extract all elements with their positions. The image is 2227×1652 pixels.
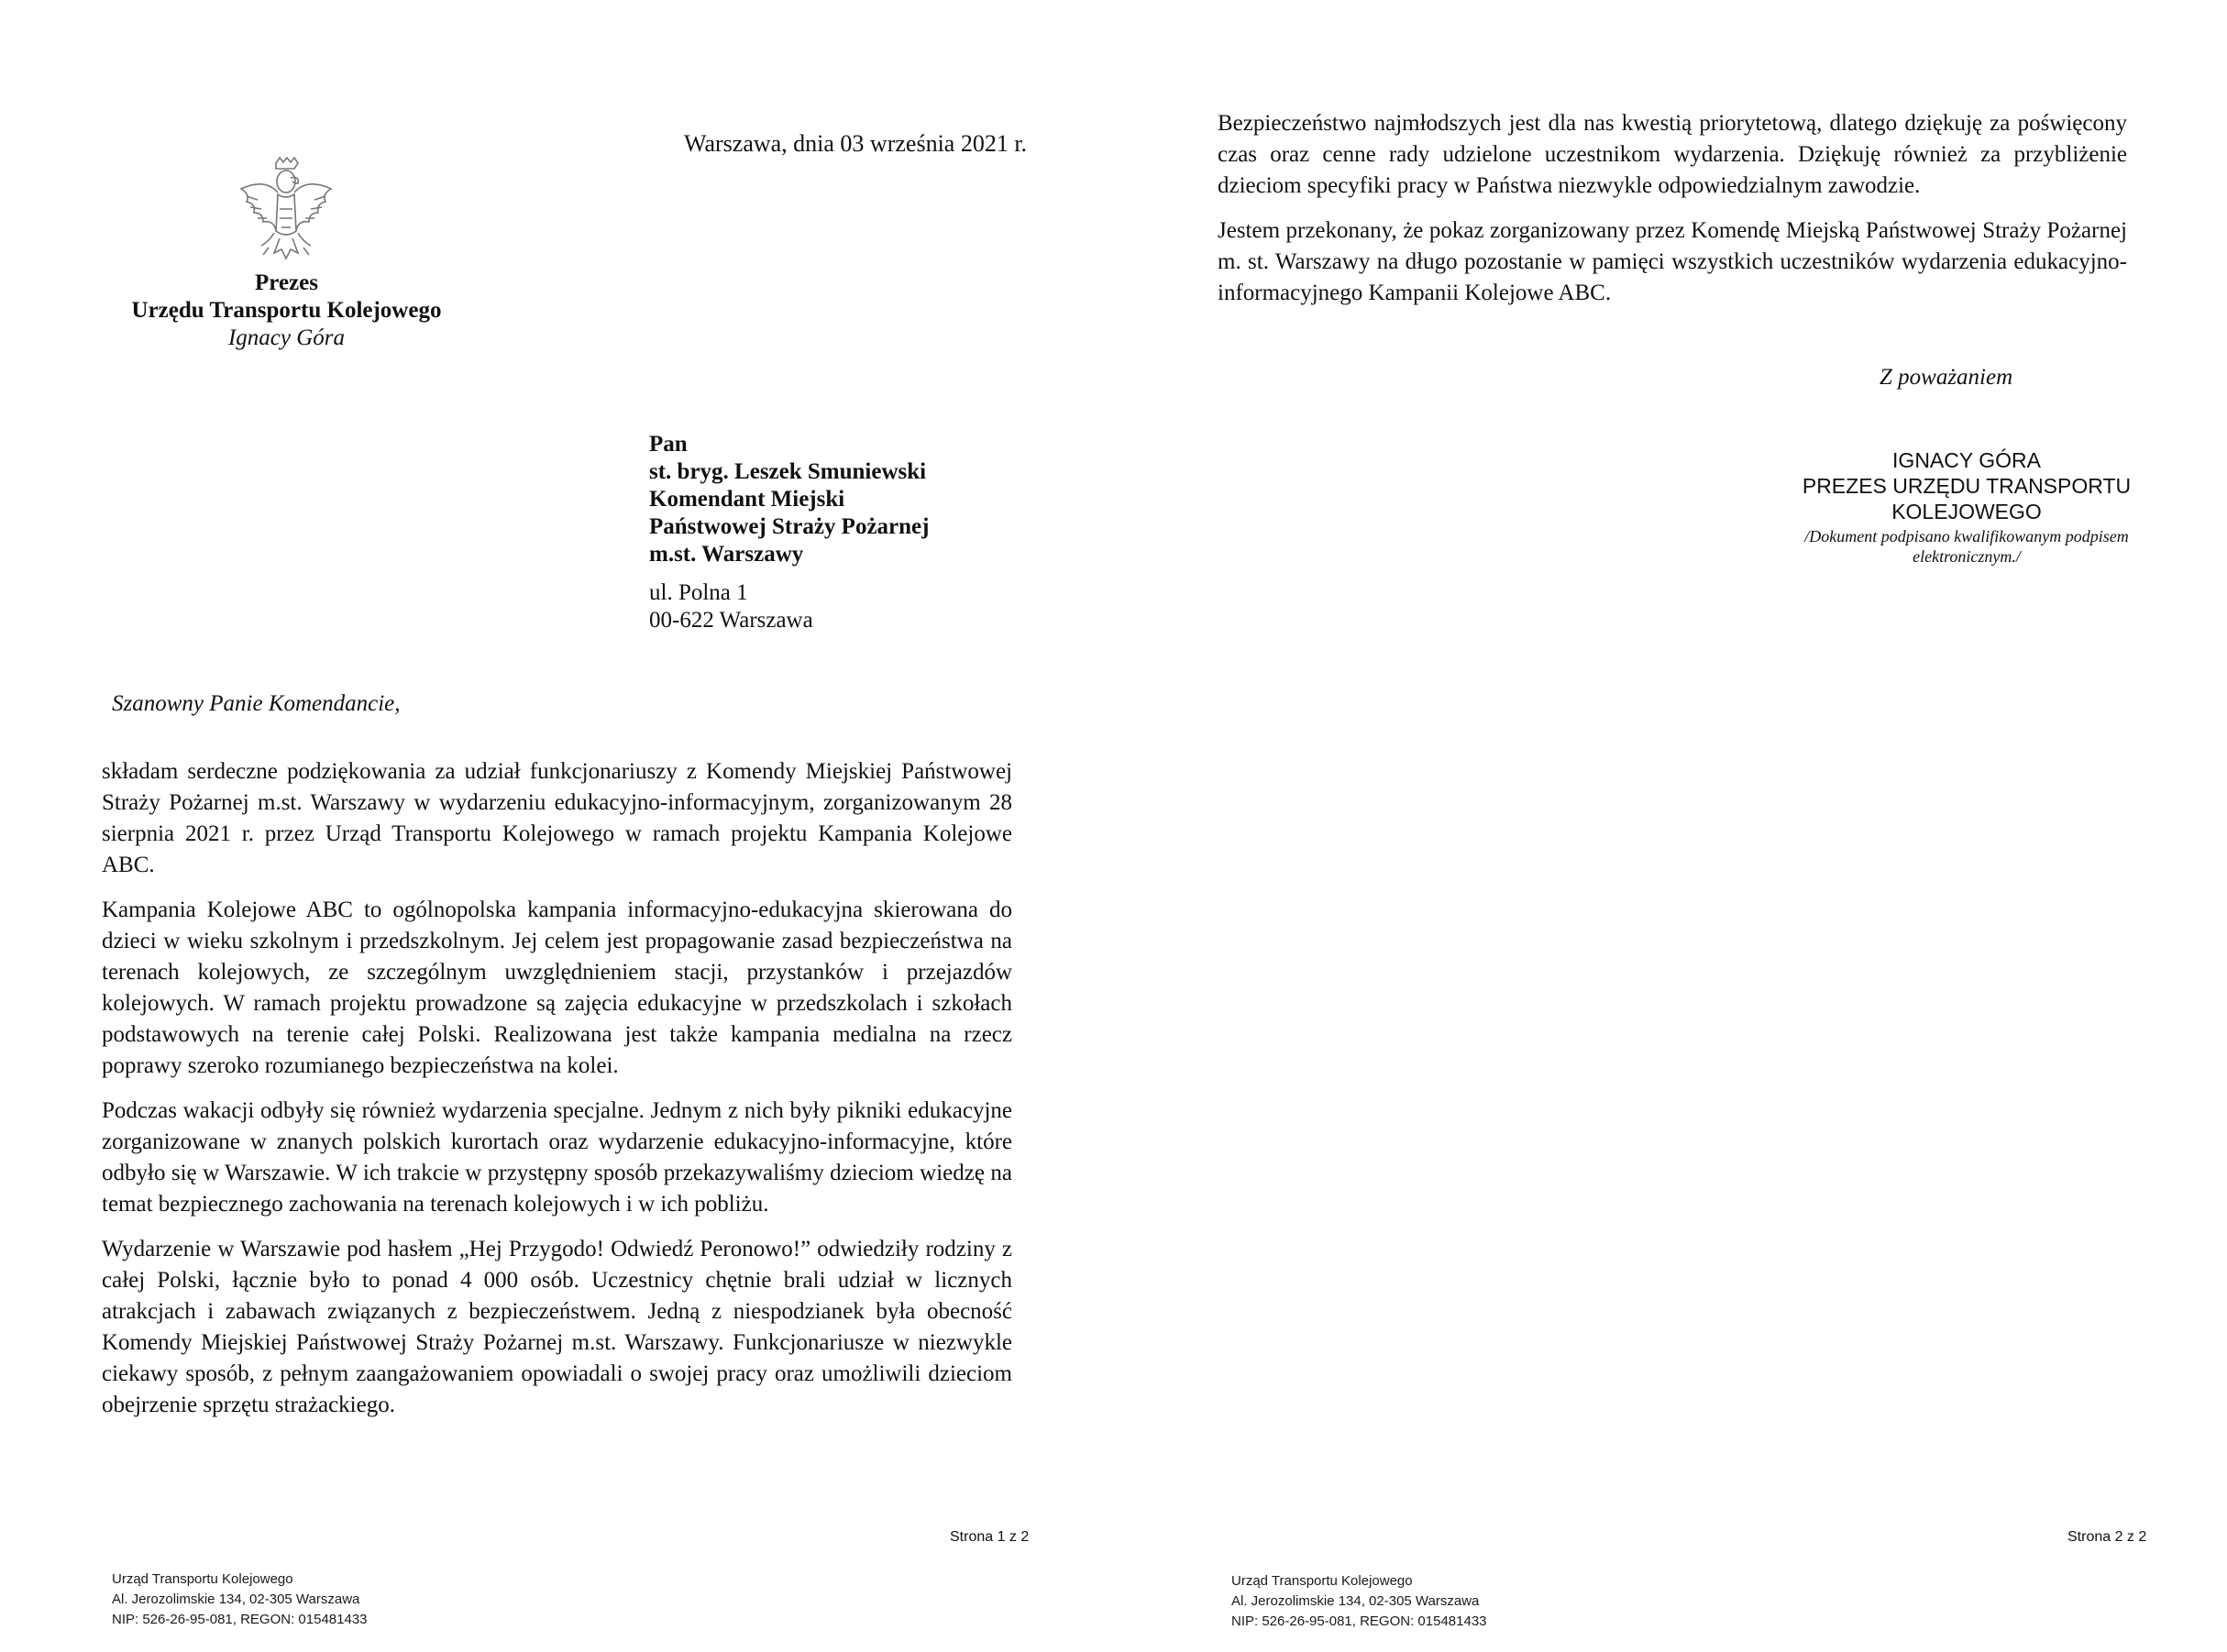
page-number: Strona 2 z 2 <box>2067 1529 2147 1545</box>
body-paragraph: Bezpieczeństwo najmłodszych jest dla nas kwestią priorytetową, dlatego dziękuję za poświęcony czas oraz cenne rady udzielone uczestnikom wydarzenia. Dziękuję również za przybliżenie dzieciom specyfiki pracy w Państwa niezwykle odpowiedzialnym zawodzie. <box>1218 111 2127 198</box>
signature-note: /Dokument podpisano kwalifikowanym podpisem elektronicznym./ <box>1804 527 2129 566</box>
closing: Z poważaniem <box>1880 365 2013 390</box>
body-paragraph: Kampania Kolejowe ABC to ogólnopolska kampania informacyjno-edukacyjna skierowana do dzieci w wieku szkolnym i przedszkolnym. Jej celem jest propagowanie zasad bezpieczeństwa na terenach kolejowych, ze szczególnym uwzględnieniem stacji, przystanków i przejazdów kolejowych. W ramach projektu prowadzone są zajęcia edukacyjne w przedszkolach i szkołach podstawowych na terenie całej Polski. Realizowana jest także kampania medialna na rzecz poprawy szeroko rozumianego bezpieczeństwa na kolei. <box>102 898 1012 1078</box>
footer-address: Al. Jerozolimskie 134, 02-305 Warszawa <box>112 1591 360 1607</box>
signature-title: KOLEJOWEGO <box>1891 500 2042 523</box>
footer-ids: NIP: 526-26-95-081, REGON: 015481433 <box>1231 1613 1487 1629</box>
letter-body <box>1218 108 2127 323</box>
signature-name: IGNACY GÓRA <box>1892 448 2041 472</box>
footer <box>112 1569 368 1630</box>
body-paragraph: składam serdeczne podziękowania za udział funkcjonariuszy z Komendy Miejskiej Państwowej Straży Pożarnej m.st. Warszawy w wydarzeniu edukacyjno-informacyjnym, zorganizowanym 28 sierpnia 2021 r. przez Urząd Transportu Kolejowego w ramach projektu Kampania Kolejowe ABC. <box>102 759 1012 877</box>
body-paragraph: Jestem przekonany, że pokaz zorganizowany przez Komendę Miejską Państwowej Straży Pożarnej m. st. Warszawy na długo pozostanie w pamięci wszystkich uczestników wydarzenia edukacyjno-informacyjnego Kampanii Kolejowe ABC. <box>1218 218 2127 305</box>
recipient-street: ul. Polna 1 <box>649 580 748 605</box>
recipient-city: 00-622 Warszawa <box>649 608 813 633</box>
recipient-line: Państwowej Straży Pożarnej <box>649 514 930 539</box>
letter-body <box>102 756 1012 1435</box>
body-paragraph: Wydarzenie w Warszawie pod hasłem „Hej Przygodo! Odwiedź Peronowo!” odwiedziły rodziny z całej Polski, łącznie było to ponad 4 000 osób. Uczestnicy chętnie brali udział w licznych atrakcjach i zabawach związanych z bezpieczeństwem. Jedną z niespodzianek była obecność Komendy Miejskiej Państwowej Straży Pożarnej m.st. Warszawy. Funkcjonariusze w niezwykle ciekawy sposób, z pełnym zaangażowaniem opowiadali o swojej pracy oraz umożliwili dzieciom obejrzenie sprzętu strażackiego. <box>102 1237 1012 1417</box>
footer-address: Al. Jerozolimskie 134, 02-305 Warszawa <box>1231 1593 1480 1609</box>
sender-name: Ignacy Góra <box>227 325 346 350</box>
salutation: Szanowny Panie Komendancie, <box>112 691 401 716</box>
signature-block <box>1774 447 2159 567</box>
body-paragraph: Podczas wakacji odbyły się również wydarzenia specjalne. Jednym z nich były pikniki edukacyjne zorganizowane w znanych polskich kurortach oraz wydarzenie edukacyjno-informacyjne, które odbyło się w Warszawie. W ich trakcie w przystępny sposób przekazywaliśmy dzieciom wiedzę na temat bezpiecznego zachowania na terenach kolejowych i w ich pobliżu. <box>102 1098 1012 1217</box>
footer-ids: NIP: 526-26-95-081, REGON: 015481433 <box>112 1612 368 1627</box>
recipient-block <box>649 431 929 634</box>
recipient-line: st. bryg. Leszek Smuniewski <box>649 459 927 484</box>
page-number: Strona 1 z 2 <box>950 1529 1030 1545</box>
footer-org: Urząd Transportu Kolejowego <box>112 1571 293 1587</box>
polish-eagle-emblem-icon <box>234 156 339 273</box>
letter-date: Warszawa, dnia 03 września 2021 r. <box>684 130 1028 157</box>
letter-page-1 <box>0 0 1113 1652</box>
letter-page-2 <box>1114 0 2227 1652</box>
footer-org: Urząd Transportu Kolejowego <box>1231 1573 1413 1589</box>
signature-title: PREZES URZĘDU TRANSPORTU <box>1802 474 2132 498</box>
sender-block <box>92 270 481 352</box>
sender-title: Prezes <box>255 270 318 295</box>
recipient-line: m.st. Warszawy <box>649 542 804 567</box>
sender-office: Urzędu Transportu Kolejowego <box>131 298 442 323</box>
recipient-line: Komendant Miejski <box>649 487 845 512</box>
recipient-line: Pan <box>649 432 688 457</box>
footer <box>1231 1571 1487 1632</box>
